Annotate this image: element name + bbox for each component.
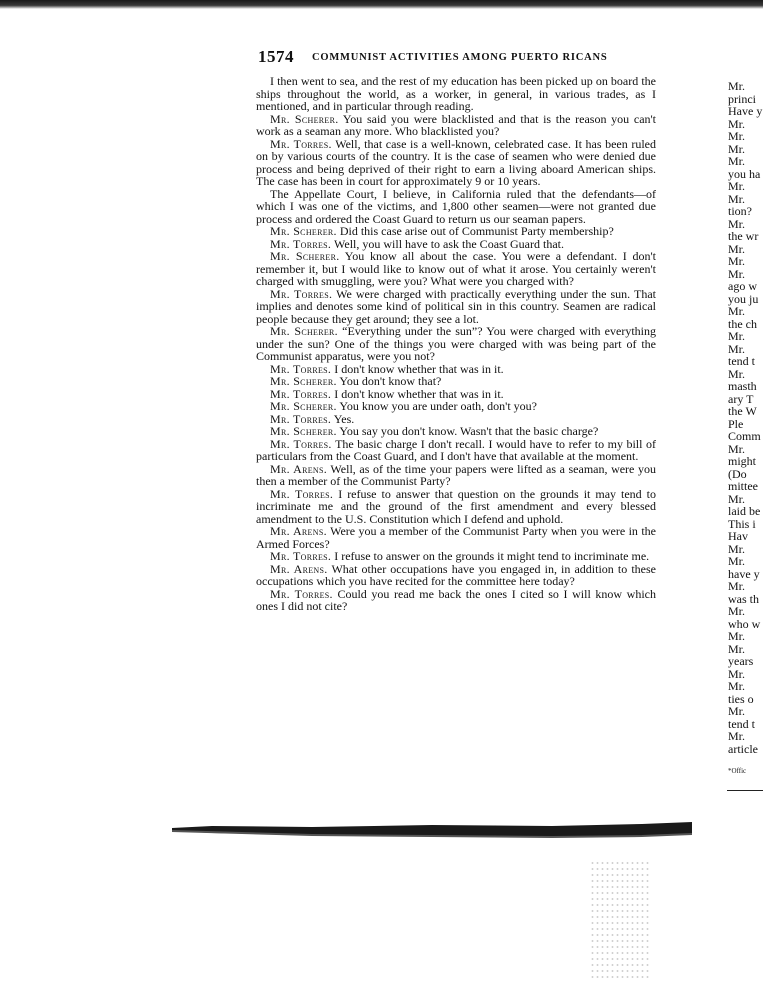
- speaker-name: Mr. Torres.: [270, 286, 333, 301]
- right-column-fragments: [728, 80, 763, 778]
- paragraph-text: You say you don't know. Wasn't that the basic charge?: [339, 424, 599, 438]
- paragraph-text: Did this case arise out of Communist Party membership?: [339, 224, 614, 238]
- fragment-line: Mr.: [728, 641, 746, 656]
- speaker-name: Mr. Scherer.: [270, 424, 337, 438]
- paragraph-text: I don't know whether that was in it.: [334, 386, 504, 401]
- paragraph: [256, 438, 656, 463]
- speaker-name: Mr. Arens.: [270, 461, 328, 476]
- fragment-line: Mr.: [728, 241, 746, 256]
- paragraph-text: I refuse to answer on the grounds it might tend to incriminate me.: [334, 549, 650, 563]
- main-text-column: [256, 75, 656, 613]
- paragraph: [256, 525, 656, 550]
- paragraph-text: You know all about the case. You were a defendant. I don't remember it, but I would like to know out of what it arose. You certainly weren't charged with smuggling, were you? What were you charged with?: [256, 249, 656, 288]
- paragraph: [256, 463, 656, 488]
- paragraph-text: “Everything under the sun”? You were charged with everything under the sun? One of the things you were charged with was being part of the Communist apparatus, were you not?: [256, 324, 656, 363]
- fragment-line: Mr.: [728, 129, 746, 143]
- fragment-line: might: [728, 454, 757, 468]
- fragment-line: masth: [728, 379, 757, 393]
- fragment-line: who w: [728, 616, 761, 631]
- fragment-line: the W: [728, 404, 757, 418]
- fragment-line: ties o: [728, 691, 754, 706]
- scan-speckle: [590, 860, 650, 980]
- fragment-line: Mr.: [728, 679, 746, 693]
- fragment-line: This i: [728, 516, 756, 531]
- paragraph-text: The Appellate Court, I believe, in California ruled that the defendants—of which I was one of the victims, and 1,800 other seamen—were not granted due process and ordered the Coast Guard to return us our seaman papers.: [256, 186, 656, 226]
- paragraph: [256, 588, 656, 613]
- speaker-name: Mr. Scherer.: [270, 324, 338, 338]
- fragment-line: the ch: [728, 316, 757, 331]
- paragraph: [256, 188, 656, 226]
- speaker-name: Mr. Torres.: [270, 436, 332, 451]
- fragment-line: Mr.: [728, 629, 746, 643]
- paragraph-text: I then went to sea, and the rest of my education has been picked up on board the ships throughout the world, as a worker, in general, in various trades, as I mentioned, and in particular through reading.: [256, 74, 656, 113]
- fragment-line: Mr.: [728, 579, 746, 593]
- fragment-line: Mr.: [728, 141, 746, 156]
- paragraph-text: Well, you will have to ask the Coast Guard that.: [334, 236, 565, 251]
- paragraph-text: What other occupations have you engaged in, in addition to these occupations which you have recited for the committee here today?: [256, 561, 656, 588]
- scan-top-edge: [0, 0, 763, 9]
- paragraph-text: You said you were blacklisted and that is the reason you can't work as a seaman any more. Who blacklisted you?: [256, 111, 657, 138]
- paragraph: [256, 563, 656, 588]
- fragment-line: Mr.: [728, 554, 746, 568]
- paragraph: [256, 113, 656, 138]
- paragraph: [256, 325, 656, 363]
- speaker-name: Mr. Scherer.: [270, 249, 340, 263]
- speaker-name: Mr. Torres.: [270, 486, 334, 501]
- fragment-line: the wr: [728, 229, 759, 243]
- paragraph-text: Well, as of the time your papers were lifted as a seaman, were you then a member of the Communist Party?: [256, 461, 656, 488]
- fragment-line: Mr.: [728, 179, 746, 193]
- paragraph-text: The basic charge I don't recall. I would have to refer to my bill of particulars from the Coast Guard, and I don't have that available at the moment.: [256, 436, 656, 463]
- speaker-name: Mr. Torres.: [270, 549, 332, 563]
- fragment-line: Mr.: [728, 366, 746, 381]
- speaker-name: Mr. Torres.: [270, 586, 333, 601]
- fragment-line: ary T: [728, 391, 754, 406]
- page-header: [258, 47, 658, 67]
- fragment-line: you ha: [728, 166, 761, 181]
- fragment-line: tend t: [728, 354, 755, 368]
- speaker-name: Mr. Scherer.: [270, 374, 337, 388]
- fragment-line: mittee: [728, 479, 758, 493]
- paragraph: [256, 250, 656, 288]
- fragment-line: Mr.: [728, 304, 746, 318]
- speaker-name: Mr. Scherer.: [270, 399, 337, 413]
- fragment-line: (Do: [728, 466, 747, 481]
- paragraph: [256, 488, 656, 526]
- paragraph: [256, 138, 656, 188]
- fragment-line: laid be: [728, 504, 761, 518]
- fragment-line: years: [728, 654, 754, 668]
- fragment-line: princi: [728, 91, 756, 106]
- fragment-line: Mr.: [728, 541, 746, 556]
- fragment-line: Mr.: [728, 666, 746, 681]
- fragment-line: Mr.: [728, 154, 746, 168]
- paragraph: [256, 288, 656, 326]
- speaker-name: Mr. Torres.: [270, 361, 332, 376]
- fragment-line: Ple: [728, 416, 744, 431]
- fragment-line: Have y: [728, 104, 763, 118]
- paragraph: [256, 75, 656, 113]
- speaker-name: Mr. Scherer.: [270, 111, 339, 126]
- fragment-line: have y: [728, 566, 760, 581]
- fragment-line: tion?: [728, 204, 752, 218]
- paragraph-text: Yes.: [333, 411, 355, 426]
- fragment-line: article: [728, 741, 758, 756]
- fragment-line: was th: [728, 591, 759, 606]
- fragment-line: Comm: [728, 429, 761, 443]
- paragraph-text: You know you are under oath, don't you?: [339, 399, 537, 413]
- fragment-line: Mr.: [728, 116, 746, 131]
- speaker-name: Mr. Arens.: [270, 524, 327, 538]
- fragment-line: Hav: [728, 529, 748, 543]
- fragment-line: Mr.: [728, 441, 746, 456]
- speaker-name: Mr. Torres.: [270, 411, 332, 426]
- paragraph-text: Were you a member of the Communist Party when you were in the Armed Forces?: [256, 524, 656, 551]
- fragment-line: Mr.: [728, 704, 746, 718]
- fragment-line: Mr.: [728, 604, 746, 618]
- paragraph-text: Could you read me back the ones I cited so I will know which ones I did not cite?: [256, 586, 656, 613]
- fragment-line: Mr.: [728, 329, 746, 343]
- speaker-name: Mr. Arens.: [270, 561, 328, 576]
- page-number: 1574: [258, 47, 294, 66]
- fragment-line: Mr.: [728, 80, 746, 93]
- fragment-line: ago w: [728, 279, 757, 293]
- paragraph-text: I refuse to answer that question on the grounds it may tend to incriminate me and the ground of the first amendment and every blessed amendment to the U.S. Constitution which I defend and uphold.: [256, 486, 657, 526]
- paragraph-text: We were charged with practically everything under the sun. That implies and denotes some kind of political sin in this country. Seamen are radical people because they get around; they see a lot.: [256, 286, 656, 326]
- fragment-line: you ju: [728, 291, 759, 306]
- footnote-fragment: *Offic: [728, 767, 747, 775]
- paragraph-text: Well, that case is a well-known, celebrated case. It has been ruled on by various courts of the country. It is the case of seamen who were denied due process and being deprived of their right to earn a living aboard American ships. The case has been in court for approximately 9 or 10 years.: [256, 136, 656, 188]
- paragraph-text: I don't know whether that was in it.: [334, 361, 504, 376]
- scan-bottom-shadow: [172, 822, 692, 840]
- fragment-line: Mr.: [728, 491, 746, 506]
- fragment-line: Mr.: [728, 266, 746, 281]
- speaker-name: Mr. Torres.: [270, 386, 332, 401]
- fragment-line: tend t: [728, 716, 755, 731]
- fragment-line: Mr.: [728, 254, 746, 268]
- fragment-line: Mr.: [728, 729, 746, 743]
- speaker-name: Mr. Scherer.: [270, 224, 337, 238]
- paragraph-text: You don't know that?: [339, 374, 442, 388]
- fragment-line: Mr.: [728, 216, 746, 231]
- running-title: COMMUNIST ACTIVITIES AMONG PUERTO RICANS: [312, 52, 608, 63]
- speaker-name: Mr. Torres.: [270, 136, 332, 151]
- fragment-line: Mr.: [728, 341, 746, 356]
- footnote-rule: [727, 790, 763, 791]
- fragment-line: Mr.: [728, 191, 746, 206]
- speaker-name: Mr. Torres.: [270, 236, 332, 251]
